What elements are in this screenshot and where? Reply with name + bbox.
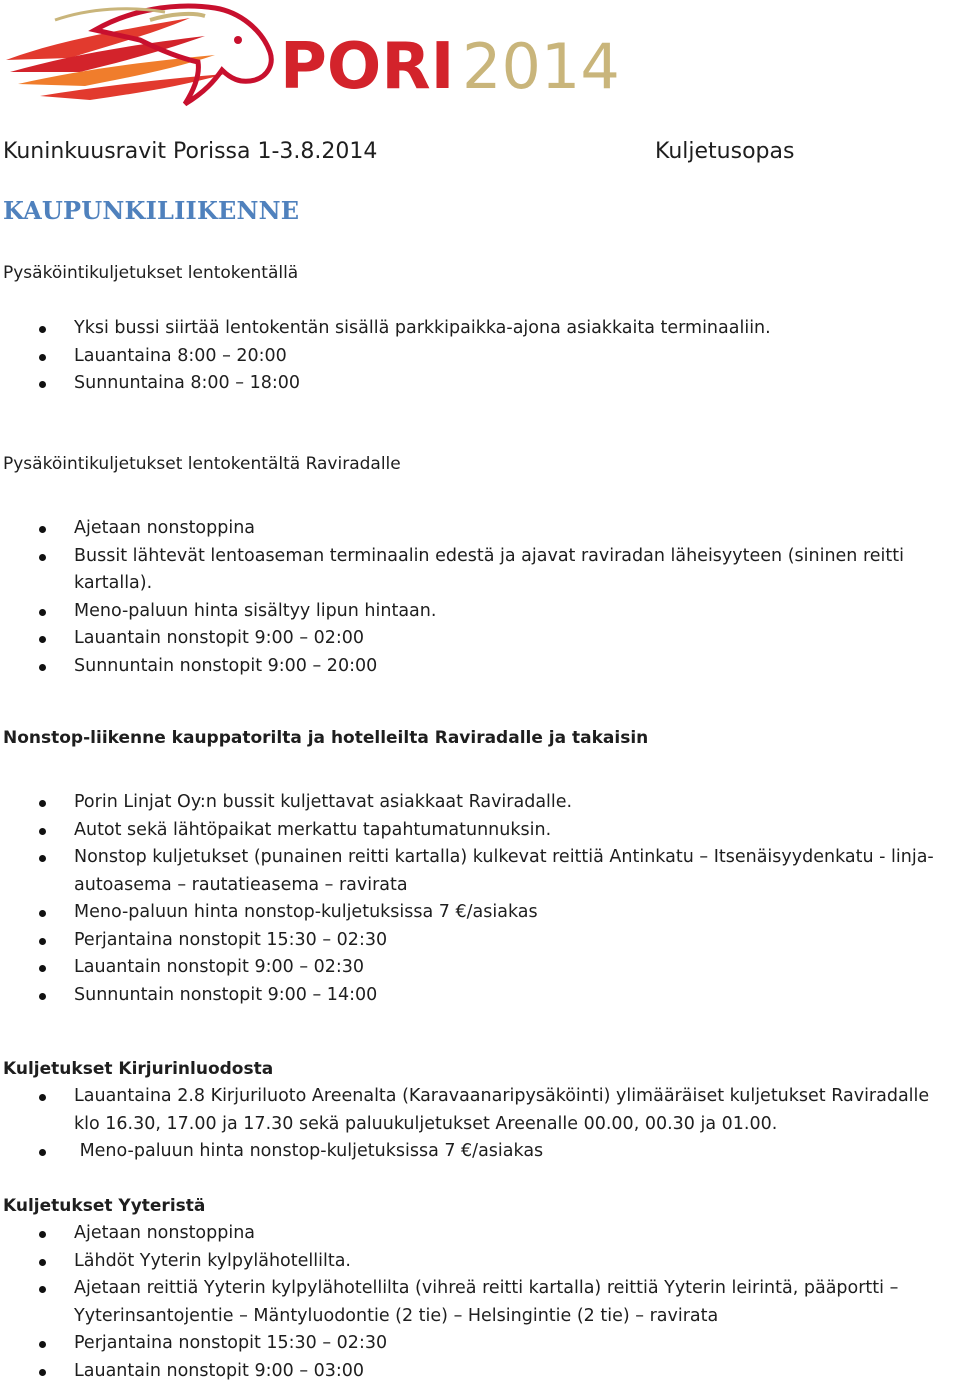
section-airport-to-racetrack xyxy=(3,453,957,680)
bullet-list xyxy=(3,1220,957,1385)
list-item: Meno-paluun hinta nonstop-kuljetuksissa 7 €/asiakas xyxy=(3,899,957,927)
section-title: Kuljetukset Kirjurinluodosta xyxy=(3,1059,274,1079)
bullet-icon xyxy=(39,1286,46,1293)
section-title: Pysäköintikuljetukset lentokentältä Raviradalle xyxy=(3,454,401,474)
bullet-icon xyxy=(39,609,46,616)
section-title: Nonstop-liikenne kauppatorilta ja hotelleilta Raviradalle ja takaisin xyxy=(3,728,649,748)
list-item: Autot sekä lähtöpaikat merkattu tapahtumatunnuksin. xyxy=(3,817,957,845)
bullet-icon xyxy=(39,910,46,917)
list-item: Meno-paluun hinta sisältyy lipun hintaan. xyxy=(3,598,957,626)
list-item: Nonstop kuljetukset (punainen reitti kartalla) kulkevat reittiä Antinkatu – Itsenäisyydenkatu - linja-autoasema – rautatieasema – ravirata xyxy=(3,844,957,899)
bullet-icon xyxy=(39,554,46,561)
horse-head-logo-graphic xyxy=(0,0,620,115)
section-title: Pysäköintikuljetukset lentokentällä xyxy=(3,263,299,283)
document-header xyxy=(3,139,960,169)
bullet-list xyxy=(3,515,957,680)
bullet-icon xyxy=(39,1094,46,1101)
bullet-icon xyxy=(39,381,46,388)
bullet-icon xyxy=(39,938,46,945)
list-item: Yksi bussi siirtää lentokentän sisällä parkkipaikka-ajona asiakkaita terminaaliin. xyxy=(3,315,957,343)
list-item: Lauantain nonstopit 9:00 – 03:00 xyxy=(3,1358,957,1386)
bullet-icon xyxy=(39,855,46,862)
bullet-icon xyxy=(39,354,46,361)
list-item: Lauantaina 8:00 – 20:00 xyxy=(3,343,957,371)
bullet-icon xyxy=(39,993,46,1000)
list-item: Lauantaina 2.8 Kirjuriluoto Areenalta (Karavaanaripysäköinti) ylimääräiset kuljetukset Raviradalle klo 16.30, 17.00 ja 17.30 sekä paluukuljetukset Areenalle 00.00, 00.30 ja 01.00. xyxy=(3,1083,957,1138)
bullet-icon xyxy=(39,1259,46,1266)
list-item: Ajetaan nonstoppina xyxy=(3,1220,957,1248)
list-item: Meno-paluun hinta nonstop-kuljetuksissa 7 €/asiakas xyxy=(3,1138,957,1166)
list-item: Lauantain nonstopit 9:00 – 02:00 xyxy=(3,625,957,653)
list-item: Ajetaan reittiä Yyterin kylpylähotellilta (vihreä reitti kartalla) reittiä Yyterin leirintä, pääportti – Yyterinsantojentie – Mäntyluodontie (2 tie) – Helsingintie (2 tie) – ravirata xyxy=(3,1275,957,1330)
event-title: Kuninkuusravit Porissa 1-3.8.2014 xyxy=(3,139,378,164)
logo-year-text: 2014 xyxy=(462,30,620,103)
bullet-icon xyxy=(39,636,46,643)
section-kirjurinluoto xyxy=(3,1058,957,1166)
bullet-icon xyxy=(39,1231,46,1238)
list-item: Perjantaina nonstopit 15:30 – 02:30 xyxy=(3,927,957,955)
bullet-icon xyxy=(39,1341,46,1348)
list-item: Perjantaina nonstopit 15:30 – 02:30 xyxy=(3,1330,957,1358)
bullet-icon xyxy=(39,526,46,533)
bullet-list xyxy=(3,789,957,1009)
list-item: Porin Linjat Oy:n bussit kuljettavat asiakkaat Raviradalle. xyxy=(3,789,957,817)
bullet-icon xyxy=(39,965,46,972)
list-item: Lähdöt Yyterin kylpylähotellilta. xyxy=(3,1248,957,1276)
bullet-icon xyxy=(39,828,46,835)
document-type-label: Kuljetusopas xyxy=(655,139,795,164)
list-item: Bussit lähtevät lentoaseman terminaalin edestä ja ajavat raviradan läheisyyteen (sininen reitti kartalla). xyxy=(3,543,957,598)
pori2014-logo xyxy=(0,0,620,115)
list-item: Sunnuntaina 8:00 – 18:00 xyxy=(3,370,957,398)
bullet-icon xyxy=(39,326,46,333)
bullet-icon xyxy=(39,664,46,671)
list-item: Sunnuntain nonstopit 9:00 – 14:00 xyxy=(3,982,957,1010)
bullet-list xyxy=(3,315,957,398)
section-yyteri xyxy=(3,1195,957,1385)
section-nonstop-market-hotels xyxy=(3,727,957,1009)
bullet-icon xyxy=(39,1369,46,1376)
bullet-list xyxy=(3,1083,957,1166)
logo-brand-text: PORI xyxy=(280,30,455,104)
main-heading: KAUPUNKILIIKENNE xyxy=(3,196,300,225)
section-airport-parking xyxy=(3,262,957,398)
bullet-icon xyxy=(39,1149,46,1156)
section-title: Kuljetukset Yyteristä xyxy=(3,1196,206,1216)
list-item: Lauantain nonstopit 9:00 – 02:30 xyxy=(3,954,957,982)
list-item: Ajetaan nonstoppina xyxy=(3,515,957,543)
bullet-icon xyxy=(39,800,46,807)
list-item: Sunnuntain nonstopit 9:00 – 20:00 xyxy=(3,653,957,681)
